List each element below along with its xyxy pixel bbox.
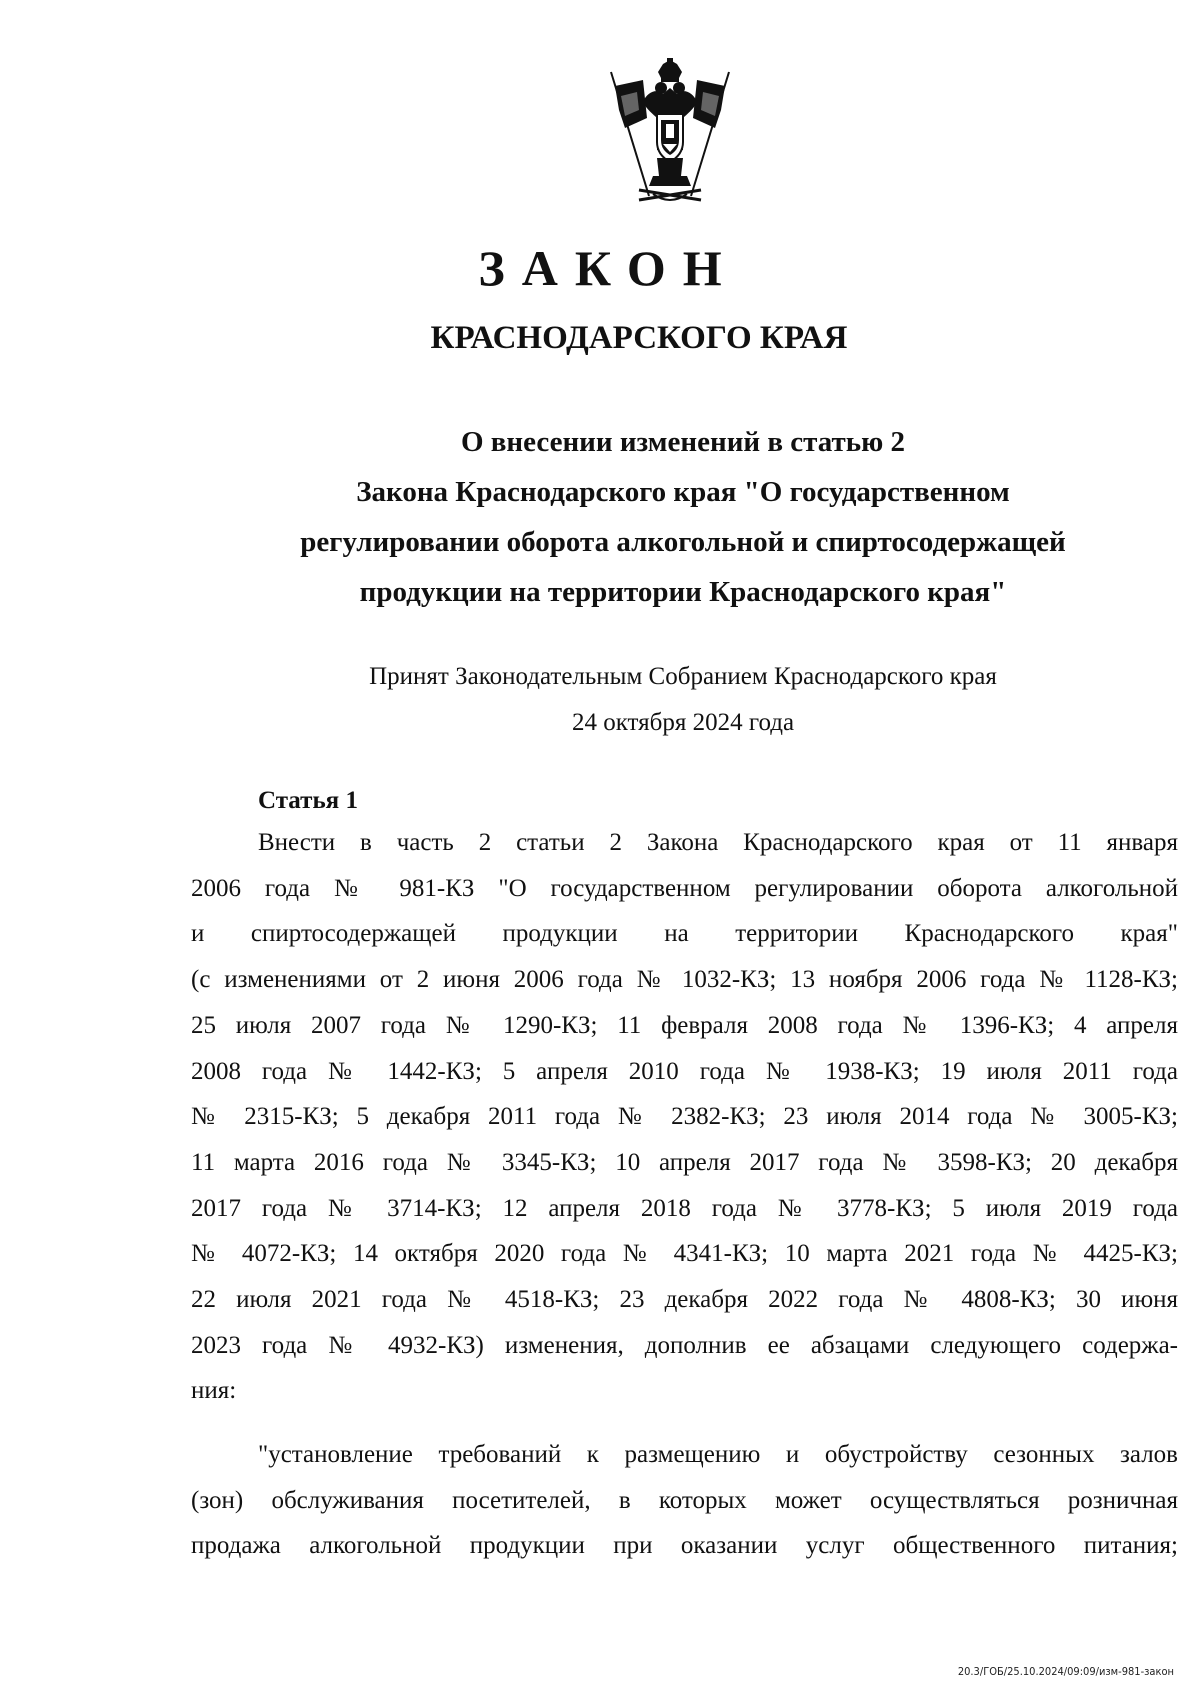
text-line: № 4072-КЗ; 14 октября 2020 года № 4341-КЗ; 10 марта 2021 года № 4425-КЗ; (191, 1240, 1178, 1268)
text-line: 22 июля 2021 года № 4518-КЗ; 23 декабря 2022 года № 4808-КЗ; 30 июня (191, 1286, 1178, 1314)
article-heading: Статья 1 (258, 787, 358, 814)
subject-line: О внесении изменений в статью 2 (460, 426, 906, 458)
document-registration-code: 20.3/ГОБ/25.10.2024/09:09/изм-981-закон (957, 1665, 1174, 1678)
subject-line: продукции на территории Краснодарского края" (359, 576, 1007, 608)
text-line: 2023 года № 4932-КЗ) изменения, дополнив ее абзацами следующего содержа- (191, 1331, 1178, 1359)
text-line: (зон) обслуживания посетителей, в которых может осуществляться розничная (191, 1486, 1178, 1514)
text-line: Внести в часть 2 статьи 2 Закона Краснодарского края от 11 января (258, 829, 1178, 856)
text-line: 2008 года № 1442-КЗ; 5 апреля 2010 года № 1938-КЗ; 19 июля 2011 года (191, 1057, 1178, 1085)
text-line: "установление требований к размещению и обустройству сезонных залов (258, 1441, 1178, 1468)
law-title: ЗАКОН (478, 240, 739, 296)
text-line: 11 марта 2016 года № 3345-КЗ; 10 апреля 2017 года № 3598-КЗ; 20 декабря (191, 1148, 1178, 1176)
text-line: продажа алкогольной продукции при оказании услуг общественного питания; (191, 1532, 1178, 1560)
text-line: 2017 года № 3714-КЗ; 12 апреля 2018 года № 3778-КЗ; 5 июля 2019 года (191, 1194, 1178, 1222)
text-line: и спиртосодержащей продукции на территории Краснодарского края" (191, 920, 1178, 948)
adoption-note (240, 654, 1126, 746)
text-line: 25 июля 2007 года № 1290-КЗ; 11 февраля 2008 года № 1396-КЗ; 4 апреля (191, 1011, 1178, 1039)
law-subject (240, 417, 1126, 617)
article-paragraph (191, 820, 1178, 1414)
adoption-date: 24 октября 2024 года (571, 709, 795, 736)
text-line: 2006 года № 981-КЗ "О государственном регулировании оборота алкогольной (191, 874, 1178, 902)
text-line: № 2315-КЗ; 5 декабря 2011 года № 2382-КЗ; 23 июля 2014 года № 3005-КЗ; (191, 1103, 1178, 1131)
coat-of-arms-emblem (603, 58, 737, 206)
text-line: ния: (191, 1377, 237, 1405)
subject-line: Закона Краснодарского края "О государственном (356, 476, 1010, 508)
adoption-line: Принят Законодательным Собранием Краснодарского края (369, 663, 997, 690)
text-line: (с изменениями от 2 июня 2006 года № 1032-КЗ; 13 ноября 2006 года № 1128-КЗ; (191, 966, 1178, 994)
law-region: КРАСНОДАРСКОГО КРАЯ (430, 320, 848, 356)
subject-line: регулировании оборота алкогольной и спиртосодержащей (300, 526, 1066, 558)
article-paragraph (191, 1432, 1178, 1569)
